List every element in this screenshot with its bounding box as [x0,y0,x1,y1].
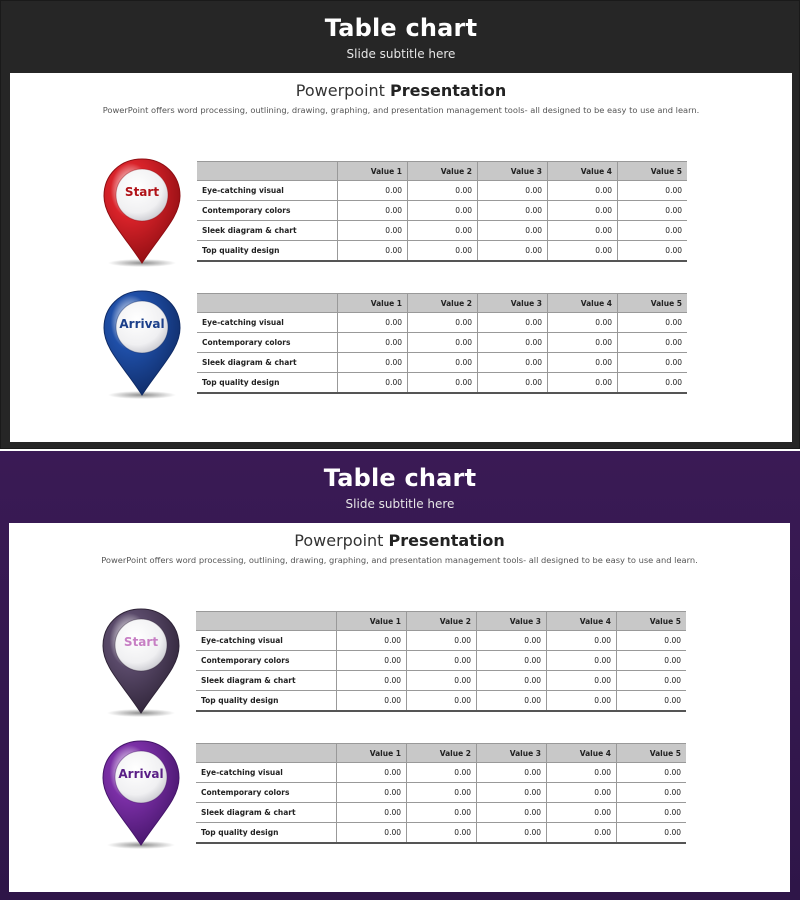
table-row [197,373,687,394]
table-cell: 0.00 [617,763,687,783]
pin-label: Arrival [119,317,165,331]
table-row [197,313,687,333]
row-label: Sleek diagram & chart [197,221,338,241]
table-row [196,691,686,712]
map-pin-icon [102,157,182,269]
table-cell: 0.00 [338,201,408,221]
map-pin-start [102,157,182,269]
table-cell: 0.00 [478,353,548,373]
table-cell: 0.00 [547,691,617,712]
table-cell: 0.00 [618,181,688,201]
table-cell: 0.00 [407,823,477,844]
table-cell: 0.00 [547,671,617,691]
table-row [196,803,686,823]
table-cell: 0.00 [547,823,617,844]
table-cell: 0.00 [477,823,547,844]
table-cell: 0.00 [338,333,408,353]
table-cell: 0.00 [338,313,408,333]
table-cell: 0.00 [408,241,478,262]
row-label: Top quality design [197,373,338,394]
table-row [196,763,686,783]
slide-title: Table chart [323,464,477,492]
row-label: Sleek diagram & chart [196,671,337,691]
table-cell: 0.00 [408,333,478,353]
column-header: Value 3 [477,612,547,631]
pin-label: Start [124,185,160,199]
column-header: Value 5 [618,294,688,313]
data-table-arrival [197,293,687,394]
column-header: Value 1 [337,612,407,631]
table-cell: 0.00 [617,803,687,823]
table-cell: 0.00 [478,333,548,353]
table-cell: 0.00 [477,763,547,783]
table-cell: 0.00 [337,803,407,823]
table-cell: 0.00 [548,333,618,353]
table-cell: 0.00 [618,221,688,241]
map-pin-icon [101,607,181,719]
table-cell: 0.00 [408,201,478,221]
table-cell: 0.00 [617,651,687,671]
column-header: Value 2 [407,744,477,763]
table-row [197,333,687,353]
header-corner [197,294,338,313]
table-cell: 0.00 [617,783,687,803]
column-header: Value 1 [337,744,407,763]
table-row [197,353,687,373]
column-header: Value 5 [617,612,687,631]
map-pin-icon [101,739,181,851]
table-cell: 0.00 [618,313,688,333]
table-cell: 0.00 [478,221,548,241]
table-cell: 0.00 [407,803,477,823]
table-cell: 0.00 [477,783,547,803]
map-pin-arrival [102,289,182,401]
map-pin-arrival [101,739,181,851]
row-label: Sleek diagram & chart [196,803,337,823]
table-cell: 0.00 [548,353,618,373]
table-cell: 0.00 [477,691,547,712]
header-corner [196,612,337,631]
table-header-row [197,294,687,313]
table-cell: 0.00 [617,631,687,651]
table-row [196,631,686,651]
row-label: Contemporary colors [197,201,338,221]
table-cell: 0.00 [617,671,687,691]
row-label: Top quality design [196,823,337,844]
table-cell: 0.00 [407,763,477,783]
table-cell: 0.00 [548,201,618,221]
data-table-start [197,161,687,262]
row-label: Contemporary colors [197,333,338,353]
row-label: Eye-catching visual [197,181,338,201]
pin-label: Start [123,635,159,649]
column-header: Value 3 [478,294,548,313]
table-header-row [196,744,686,763]
content-panel [9,523,790,892]
table-cell: 0.00 [618,373,688,394]
row-label: Top quality design [196,691,337,712]
table-cell: 0.00 [337,763,407,783]
column-header: Value 4 [547,744,617,763]
header-corner [196,744,337,763]
row-label: Top quality design [197,241,338,262]
table-row [196,671,686,691]
table-cell: 0.00 [337,651,407,671]
table-cell: 0.00 [478,313,548,333]
table-cell: 0.00 [477,631,547,651]
table-cell: 0.00 [478,373,548,394]
table-cell: 0.00 [407,631,477,651]
table-cell: 0.00 [337,823,407,844]
header-corner [197,162,338,181]
table-cell: 0.00 [618,201,688,221]
table-cell: 0.00 [548,373,618,394]
table-cell: 0.00 [337,631,407,651]
column-header: Value 4 [548,162,618,181]
slide-subtitle: Slide subtitle here [346,47,456,61]
column-header: Value 3 [478,162,548,181]
panel-description: PowerPoint offers word processing, outlining, drawing, graphing, and presentation management tools- all designed to be easy to use and learn. [102,105,700,115]
table-row [197,181,687,201]
table-cell: 0.00 [407,691,477,712]
table-cell: 0.00 [337,671,407,691]
table-cell: 0.00 [548,241,618,262]
table-cell: 0.00 [407,651,477,671]
column-header: Value 2 [407,612,477,631]
column-header: Value 4 [548,294,618,313]
row-label: Eye-catching visual [196,631,337,651]
table-cell: 0.00 [548,221,618,241]
data-table-arrival [196,743,686,844]
panel-heading: Powerpoint Presentation [295,81,507,100]
column-header: Value 5 [617,744,687,763]
table-cell: 0.00 [407,671,477,691]
table-cell: 0.00 [548,313,618,333]
table-cell: 0.00 [338,353,408,373]
table-cell: 0.00 [618,333,688,353]
table-cell: 0.00 [408,221,478,241]
table-cell: 0.00 [337,691,407,712]
table-cell: 0.00 [338,373,408,394]
table-cell: 0.00 [338,241,408,262]
slide-purple [0,451,800,900]
table-cell: 0.00 [547,783,617,803]
table-cell: 0.00 [548,181,618,201]
table-row [197,221,687,241]
row-label: Eye-catching visual [196,763,337,783]
map-pin-icon [102,289,182,401]
panel-description: PowerPoint offers word processing, outlining, drawing, graphing, and presentation management tools- all designed to be easy to use and learn. [101,555,698,565]
table-row [196,783,686,803]
table-cell: 0.00 [407,783,477,803]
column-header: Value 4 [547,612,617,631]
table-header-row [196,612,686,631]
table-row [196,651,686,671]
table-cell: 0.00 [408,181,478,201]
panel-heading: Powerpoint Presentation [294,531,505,550]
row-label: Contemporary colors [196,783,337,803]
pin-label: Arrival [118,767,164,781]
data-table-start [196,611,686,712]
row-label: Eye-catching visual [197,313,338,333]
table-header-row [197,162,687,181]
table-cell: 0.00 [408,353,478,373]
table-cell: 0.00 [547,631,617,651]
row-label: Sleek diagram & chart [197,353,338,373]
table-cell: 0.00 [477,651,547,671]
table-row [197,201,687,221]
content-panel [10,73,792,442]
table-cell: 0.00 [547,651,617,671]
slide-subtitle: Slide subtitle here [345,497,455,511]
table-cell: 0.00 [338,221,408,241]
table-cell: 0.00 [478,201,548,221]
slide-dark [0,0,800,449]
table-cell: 0.00 [408,313,478,333]
slide-title: Table chart [324,14,478,42]
table-cell: 0.00 [408,373,478,394]
column-header: Value 1 [338,294,408,313]
table-cell: 0.00 [338,181,408,201]
table-cell: 0.00 [618,241,688,262]
column-header: Value 2 [408,294,478,313]
table-cell: 0.00 [478,241,548,262]
table-cell: 0.00 [477,671,547,691]
table-cell: 0.00 [337,783,407,803]
table-cell: 0.00 [617,691,687,712]
table-row [197,241,687,262]
table-row [196,823,686,844]
table-cell: 0.00 [547,803,617,823]
column-header: Value 1 [338,162,408,181]
table-cell: 0.00 [617,823,687,844]
table-cell: 0.00 [618,353,688,373]
column-header: Value 3 [477,744,547,763]
table-cell: 0.00 [547,763,617,783]
table-cell: 0.00 [477,803,547,823]
map-pin-start [101,607,181,719]
column-header: Value 5 [618,162,688,181]
column-header: Value 2 [408,162,478,181]
row-label: Contemporary colors [196,651,337,671]
table-cell: 0.00 [478,181,548,201]
